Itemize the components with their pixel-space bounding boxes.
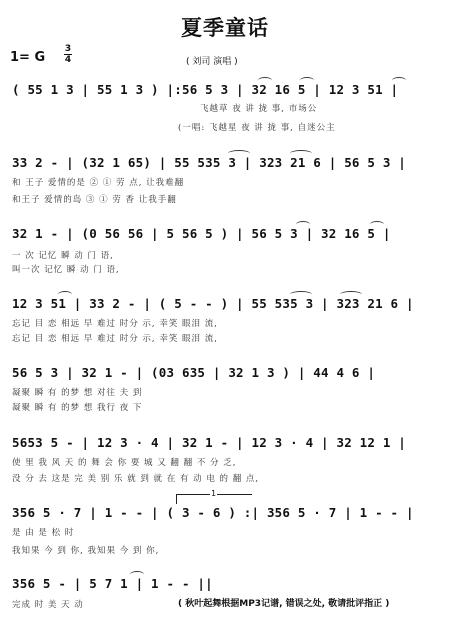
notation-row-6: 5653 5 - | 12 3 · 4 | 32 1 - | 12 3 · 4 | 32 12 1 | xyxy=(12,435,407,450)
time-signature-top: 3 xyxy=(64,44,72,54)
notation-row-4: 12 3 51 | 33 2 - | ( 5 - - ) | 55 535 3 | 323 21 6 | xyxy=(12,296,414,311)
slur-mark xyxy=(130,571,144,578)
lyrics-row-7-verse-1: 是 由 是 松 时 xyxy=(12,528,75,538)
notation-row-5: 56 5 3 | 32 1 - | (03 635 | 32 1 3 ) | 44 4 6 | xyxy=(12,365,376,380)
slur-mark xyxy=(370,221,384,228)
transcription-note: ( 秋叶起舞根据MP3记谱, 错误之处, 敬请批评指正 ) xyxy=(178,599,390,609)
notation-row-1: ( 55 1 3 | 55 1 3 ) |:56 5 3 | 32 16 5 | 12 3 51 | xyxy=(12,82,399,97)
time-signature xyxy=(64,44,72,65)
slur-mark xyxy=(290,150,312,157)
lyrics-row-5-verse-2: 凝聚 瞬 有 的梦 想 我行 夜 下 xyxy=(12,403,143,413)
lyrics-row-6-verse-1: 使 里 我 风 天 的 舞 会 你 要 城 又 翻 翻 不 分 乏, xyxy=(12,458,237,468)
lyrics-row-1-verse-2: (一唱: 飞越星 夜 讲 拢 事, 自迷公主 xyxy=(178,123,336,133)
lyrics-row-2-verse-2: 和王子 爱情的岛 ③ ① 劳 香 让我手翻 xyxy=(12,195,177,205)
slur-mark xyxy=(290,291,312,298)
performer-credit: ( 刘司 演唱 ) xyxy=(186,57,238,67)
slur-mark xyxy=(228,150,250,157)
lyrics-row-3-verse-1: 一 次 记忆 瞬 动 门 语, xyxy=(12,251,114,261)
lyrics-row-8-verse-1: 完成 时 美 天 动 xyxy=(12,600,84,610)
slur-mark xyxy=(392,77,406,84)
lyrics-row-5-verse-1: 凝聚 瞬 有 的梦 想 对往 夫 到 xyxy=(12,388,143,398)
notation-row-7: 356 5 · 7 | 1 - - | ( 3 - 6 ) :| 356 5 · 7 | 1 - - | xyxy=(12,505,414,520)
song-title: 夏季童话 xyxy=(181,16,269,40)
notation-row-8: 356 5 - | 5 7 1 | 1 - - || xyxy=(12,576,213,591)
volta-bracket-left xyxy=(176,494,177,504)
key-signature: 1= G xyxy=(10,50,46,65)
lyrics-row-7-verse-2: 我知果 今 到 你, 我知果 今 到 你, xyxy=(12,546,160,556)
slur-mark xyxy=(58,291,72,298)
volta-label: 1 xyxy=(211,489,217,498)
notation-row-2: 33 2 - | (32 1 65) | 55 535 3 | 323 21 6 | 56 5 3 | xyxy=(12,155,407,170)
lyrics-row-2-verse-1: 和 王子 爱情的是 ② ① 劳 点, 让我难翻 xyxy=(12,178,185,188)
lyrics-row-4-verse-2: 忘记 目 恋 相远 早 难过 时分 示, 幸笑 眼泪 流, xyxy=(12,334,218,344)
notation-row-3: 32 1 - | (0 56 56 | 5 56 5 ) | 56 5 3 | 32 16 5 | xyxy=(12,226,391,241)
lyrics-row-6-verse-2: 没 分 去 这是 完 美 别 乐 就 到 就 在 有 动 电 的 翻 点, xyxy=(12,474,260,484)
lyrics-row-3-verse-2: 叫一次 记忆 瞬 动 门 语, xyxy=(12,265,120,275)
time-signature-bottom: 4 xyxy=(64,55,72,65)
slur-mark xyxy=(296,221,310,228)
slur-mark xyxy=(300,77,314,84)
lyrics-row-1-verse-1: 飞越草 夜 讲 拢 事, 市场公 xyxy=(200,104,318,114)
slur-mark xyxy=(258,77,272,84)
lyrics-row-4-verse-1: 忘记 目 恋 相远 早 难过 时分 示, 幸笑 眼泪 流, xyxy=(12,319,218,329)
slur-mark xyxy=(340,291,362,298)
